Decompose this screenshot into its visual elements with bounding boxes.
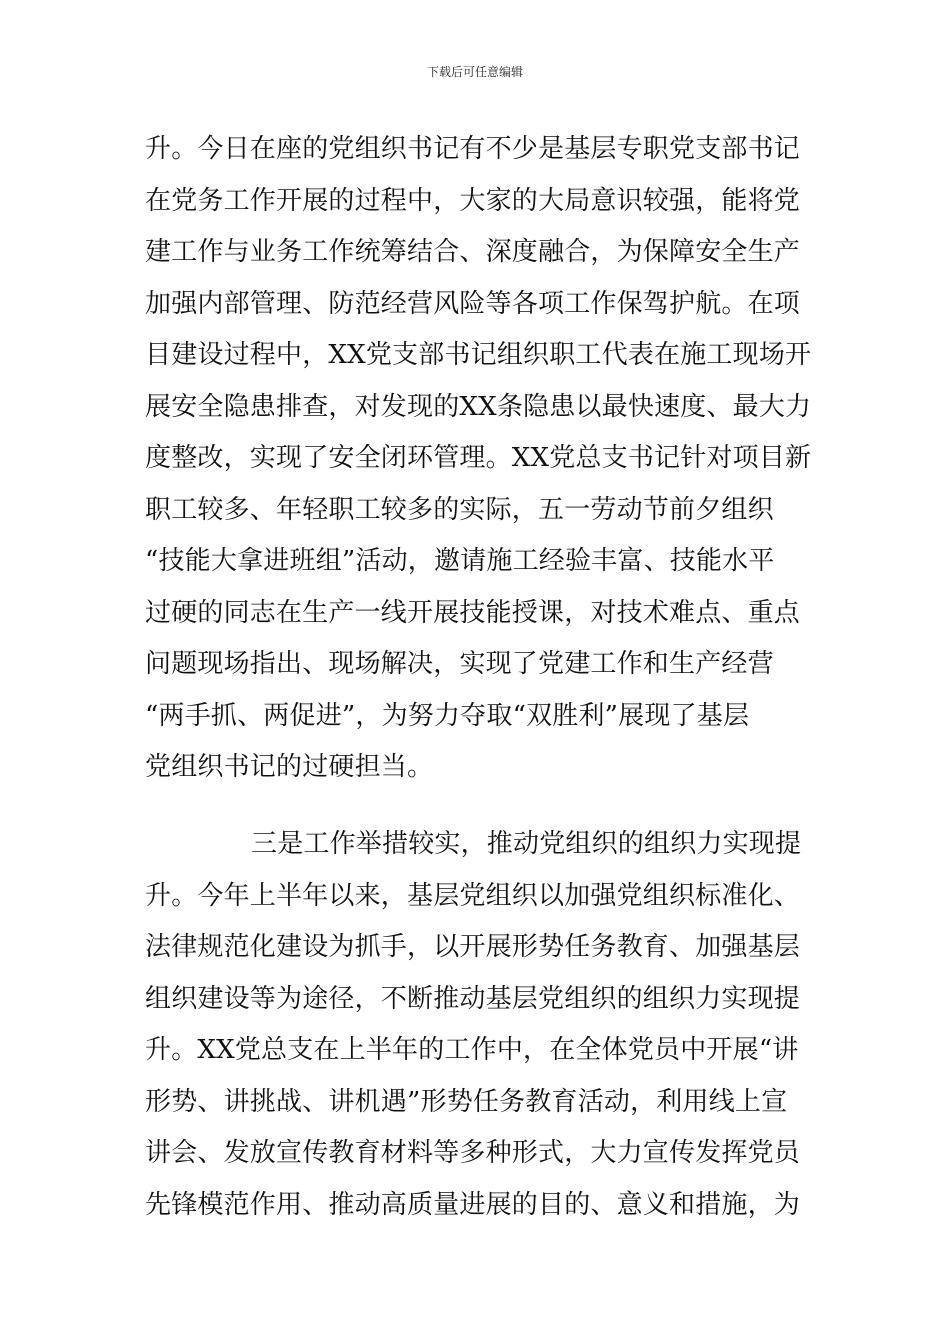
paragraph-2 [145, 819, 810, 1231]
text-line: “两手抓、两促进”，为努力夺取“双胜利”展现了基层 [145, 700, 750, 731]
text-line: 度整改，实现了安全闭环管理。XX党总支书记针对项目新 [145, 443, 812, 473]
text-line: 形势、讲挑战、讲机遇”形势任务教育活动，利用线上宣 [145, 1086, 788, 1117]
text-line: 升。今年上半年以来，基层党组织以加强党组织标准化、 [145, 880, 801, 911]
text-line: 展安全隐患排查，对发现的XX条隐患以最快速度、最大力 [145, 391, 812, 422]
text-line: 讲会、发放宣传教育材料等多种形式，大力宣传发挥党员 [145, 1138, 801, 1168]
page-header: 下载后可任意编辑 [426, 65, 523, 79]
text-line: 问题现场指出、现场解决，实现了党建工作和生产经营 [145, 649, 774, 679]
text-line: 升。今日在座的党组织书记有不少是基层专职党支部书记 [145, 134, 801, 164]
text-line: 加强内部管理、防范经营风险等各项工作保驾护航。在项 [145, 288, 801, 319]
text-line: 在党务工作开展的过程中，大家的大局意识较强，能将党 [145, 185, 801, 216]
text-line: 过硬的同志在生产一线开展技能授课，对技术难点、重点 [145, 597, 801, 628]
text-line: 组织建设等为途径，不断推动基层党组织的组织力实现提 [145, 983, 801, 1014]
text-line: 党组织书记的过硬担当。 [145, 752, 434, 782]
text-line-indented: 三是工作举措较实，推动党组织的组织力实现提 [251, 829, 802, 859]
text-line: 升。XX党总支在上半年的工作中，在全体党员中开展“讲 [145, 1035, 799, 1065]
text-line: 职工较多、年轻职工较多的实际，五一劳动节前夕组织 [145, 494, 774, 525]
paragraph-1 [145, 124, 810, 794]
text-line: 法律规范化建设为抓手，以开展形势任务教育、加强基层 [145, 932, 801, 962]
text-line: 先锋模范作用、推动高质量进展的目的、意义和措施，为 [145, 1189, 801, 1220]
text-line: “技能大拿进班组”活动，邀请施工经验丰富、技能水平 [145, 546, 775, 576]
text-line: 目建设过程中，XX党支部书记组织职工代表在施工现场开 [145, 340, 812, 370]
text-line: 建工作与业务工作统筹结合、深度融合，为保障安全生产 [145, 237, 801, 267]
